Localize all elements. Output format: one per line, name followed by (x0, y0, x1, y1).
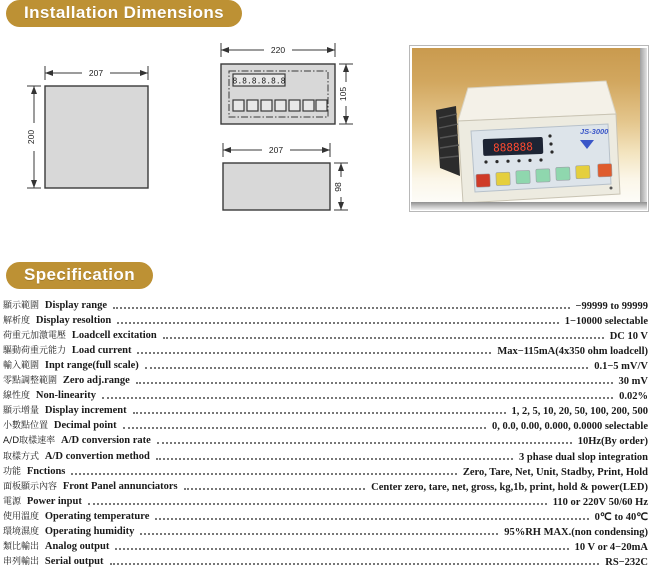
spec-label-zh: 零點調整範圍 (3, 376, 60, 387)
spec-dotted-leader (115, 548, 568, 550)
spec-label (3, 357, 139, 373)
spec-label-zh: 面板顯示內容 (3, 481, 60, 492)
spec-value: Max−115mA(4x350 ohm loadcell) (497, 346, 648, 358)
spec-row (3, 448, 648, 463)
spec-label-zh: 輸入範圍 (3, 361, 42, 372)
spec-value: 10Hz(By order) (577, 436, 648, 448)
cutout-dimension-drawing (18, 56, 163, 201)
spec-dotted-leader (156, 458, 513, 460)
drawing-display-digits: 8.8.8.8.8.8 (232, 76, 286, 86)
spec-label (3, 312, 111, 328)
photo-frame-bottom-edge (411, 202, 647, 210)
device-display-digits: 888888 (492, 140, 534, 155)
spec-dotted-leader (155, 518, 588, 520)
spec-label (3, 387, 96, 403)
spec-row (3, 464, 648, 479)
spec-label-zh: 功能 (3, 466, 24, 477)
spec-dotted-leader (145, 367, 588, 369)
spec-value: 1−10000 selectable (564, 316, 648, 328)
section-header-specification (6, 262, 153, 289)
spec-label-en: Zero adj.range (62, 375, 130, 387)
spec-row (3, 494, 648, 509)
model-label: JS-3000 (580, 127, 609, 136)
spec-label-en: Operating temperature (44, 510, 150, 522)
spec-label (3, 538, 109, 554)
spec-label-zh: 環境濕度 (3, 526, 42, 537)
side-panel-dimension-drawing (210, 140, 358, 216)
spec-label-en: A/D conversion rate (60, 435, 151, 447)
spec-label-zh: 電源 (3, 496, 24, 507)
section-header-specification-label: Specification (24, 265, 136, 284)
spec-label-en: Loadcell excitation (71, 330, 157, 342)
spec-label (3, 553, 104, 569)
spec-label-en: Front Panel annunciators (62, 480, 178, 492)
spec-row (3, 403, 648, 418)
cutout-height-label: 200 (26, 129, 36, 145)
side-panel-rect (223, 163, 330, 210)
spec-label-en: Inpt range(full scale) (44, 360, 139, 372)
spec-label (3, 508, 149, 524)
spec-value: RS−232C (605, 556, 648, 568)
spec-label (3, 372, 130, 388)
indicator-device (412, 48, 646, 204)
spec-label-en: Load current (71, 345, 132, 357)
spec-value: 95%RH MAX.(non condensing) (504, 526, 648, 538)
spec-dotted-leader (137, 352, 491, 354)
spec-label (3, 297, 107, 313)
spec-label (3, 327, 157, 343)
spec-label-zh: 取樣方式 (3, 451, 42, 462)
spec-dotted-leader (140, 533, 498, 535)
spec-value: 1, 2, 5, 10, 20, 50, 100, 200, 500 (511, 406, 648, 418)
spec-dotted-leader (163, 337, 604, 339)
spec-label-zh: A/D取樣速率 (3, 436, 58, 447)
spec-dotted-leader (133, 412, 506, 414)
front-panel-height-label: 105 (338, 86, 348, 102)
spec-label-en: Decimal point (53, 420, 117, 432)
spec-row (3, 343, 648, 358)
spec-label-zh: 驅動荷重元能力 (3, 346, 69, 357)
side-panel-width-label: 207 (268, 145, 284, 155)
spec-value: 0.02% (619, 391, 648, 403)
spec-label-zh: 線性度 (3, 391, 33, 402)
spec-label-en: Power input (26, 495, 82, 507)
spec-label (3, 463, 65, 479)
drawing-key-row (233, 100, 327, 111)
spec-row (3, 298, 648, 313)
spec-value: 0.1−5 mV/V (594, 361, 648, 373)
spec-label-zh: 使用溫度 (3, 511, 42, 522)
spec-dotted-leader (88, 503, 547, 505)
spec-label-en: A/D convertion method (44, 450, 150, 462)
spec-value: DC 10 V (609, 331, 648, 343)
spec-label-zh: 顯示範圍 (3, 301, 42, 312)
spec-table (3, 298, 648, 569)
spec-label-en: Fnctions (26, 465, 66, 477)
front-panel-width-label: 220 (270, 45, 286, 55)
spec-label (3, 342, 131, 358)
spec-label-zh: 顯示增量 (3, 406, 42, 417)
product-photo (409, 45, 649, 212)
spec-row (3, 524, 648, 539)
spec-label-en: Operating humidity (44, 525, 135, 537)
spec-dotted-leader (102, 397, 613, 399)
spec-row (3, 313, 648, 328)
spec-value: 30 mV (618, 376, 648, 388)
spec-value: 10 V or 4−20mA (574, 541, 648, 553)
cutout-width-label: 207 (88, 68, 104, 78)
spec-value: 0℃ to 40℃ (594, 511, 648, 523)
section-header-installation-label: Installation Dimensions (24, 3, 225, 22)
spec-dotted-leader (117, 322, 559, 324)
spec-dotted-leader (184, 488, 366, 490)
spec-label-en: Non-linearity (35, 390, 96, 402)
spec-dotted-leader (136, 382, 613, 384)
spec-dotted-leader (113, 307, 570, 309)
spec-label-zh: 解析度 (3, 316, 33, 327)
spec-row (3, 358, 648, 373)
spec-label-en: Display range (44, 300, 108, 312)
spec-label (3, 432, 151, 448)
spec-row (3, 373, 648, 388)
section-header-installation (6, 0, 242, 27)
spec-row (3, 433, 648, 448)
spec-dotted-leader (71, 473, 456, 475)
spec-label-en: Display resoltion (35, 315, 112, 327)
spec-value: Zero, Tare, Net, Unit, Stadby, Print, Hold (462, 466, 648, 478)
spec-label-en: Analog output (44, 540, 110, 552)
spec-label (3, 402, 127, 418)
panel-screw (610, 187, 613, 190)
spec-label-zh: 小數點位置 (3, 421, 51, 432)
spec-row (3, 539, 648, 554)
spec-label (3, 448, 150, 464)
spec-row (3, 388, 648, 403)
spec-label-en: Serial output (44, 555, 104, 567)
spec-value: 0, 0.0, 0.00, 0.000, 0.0000 selectable (491, 421, 648, 433)
spec-row (3, 554, 648, 569)
spec-label-zh: 類比輸出 (3, 541, 42, 552)
spec-label (3, 493, 82, 509)
spec-label (3, 523, 134, 539)
spec-value: 110 or 220V 50/60 Hz (552, 496, 648, 508)
cutout-rect (45, 86, 148, 188)
front-panel-dimension-drawing (208, 40, 358, 132)
spec-label-zh: 串列輸出 (3, 556, 42, 567)
spec-dotted-leader (110, 563, 600, 565)
spec-label (3, 478, 178, 494)
spec-value: 3 phase dual slop integration (519, 451, 648, 463)
spec-dotted-leader (123, 427, 486, 429)
spec-label-en: Display increment (44, 405, 127, 417)
spec-dotted-leader (157, 442, 572, 444)
spec-row (3, 418, 648, 433)
spec-label-zh: 荷重元加激電壓 (3, 331, 69, 342)
spec-row (3, 328, 648, 343)
spec-row (3, 509, 648, 524)
front-panel-rect (221, 64, 335, 124)
spec-value: Center zero, tare, net, gross, kg,1b, print, hold & power(LED) (371, 481, 648, 493)
spec-value: −99999 to 99999 (575, 301, 648, 313)
side-panel-height-label: 98 (333, 182, 343, 192)
spec-row (3, 479, 648, 494)
spec-label (3, 417, 117, 433)
photo-frame-right-edge (640, 48, 647, 209)
